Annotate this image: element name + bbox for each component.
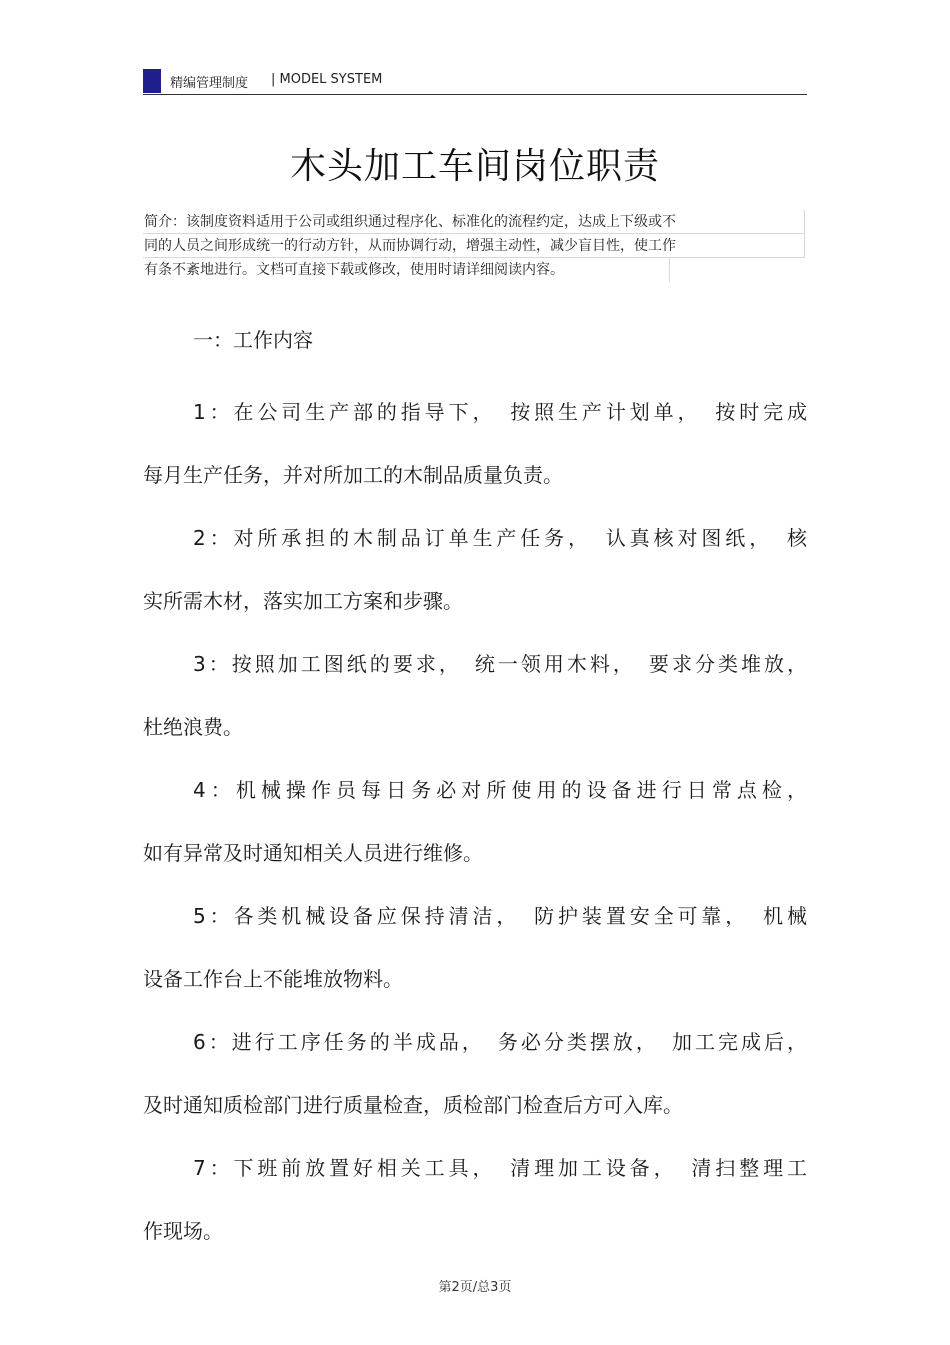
summary-box <box>143 210 807 282</box>
item-first-line: 3：按照加工图纸的要求， 统一领用木料， 要求分类堆放， <box>193 652 807 676</box>
item-continuation: 及时通知质检部门进行质量检查，质检部门检查后方可入库。 <box>143 1093 683 1117</box>
list-item <box>143 633 807 759</box>
list-item <box>143 885 807 1011</box>
summary-line: 同的人员之间形成统一的行动方针，从而协调行动，增强主动性，减少盲目性，使工作 <box>143 234 805 258</box>
item-first-line: 2：对所承担的木制品订单生产任务， 认真核对图纸， 核 <box>193 526 807 550</box>
header-subtitle: | MODEL SYSTEM <box>271 72 383 87</box>
item-first-line: 5：各类机械设备应保持清洁， 防护装置安全可靠， 机械 <box>193 904 807 928</box>
item-continuation: 作现场。 <box>143 1219 223 1243</box>
section-heading: 一：工作内容 <box>193 328 313 352</box>
list-item <box>143 381 807 507</box>
item-first-line: 6：进行工序任务的半成品， 务必分类摆放， 加工完成后， <box>193 1030 807 1054</box>
summary-line: 有条不紊地进行。文档可直接下载或修改，使用时请详细阅读内容。 <box>143 258 670 282</box>
item-continuation: 如有异常及时通知相关人员进行维修。 <box>143 841 483 865</box>
list-item <box>143 1137 807 1263</box>
page-footer: 第2页/总3页 <box>438 1280 512 1295</box>
summary-line: 简介：该制度资料适用于公司或组织通过程序化、标准化的流程约定，达成上下级或不 <box>143 210 805 234</box>
logo-icon <box>143 69 161 93</box>
item-first-line: 4：机械操作员每日务必对所使用的设备进行日常点检， <box>193 778 807 802</box>
item-continuation: 实所需木材，落实加工方案和步骤。 <box>143 589 463 613</box>
page-header <box>143 66 807 94</box>
item-first-line: 7：下班前放置好相关工具， 清理加工设备， 清扫整理工 <box>193 1156 807 1180</box>
item-continuation: 设备工作台上不能堆放物料。 <box>143 967 403 991</box>
document-body <box>143 318 807 1263</box>
item-continuation: 每月生产任务，并对所加工的木制品质量负责。 <box>143 463 563 487</box>
list-item <box>143 1011 807 1137</box>
item-first-line: 1：在公司生产部的指导下， 按照生产计划单， 按时完成 <box>193 400 807 424</box>
header-divider <box>143 94 807 95</box>
header-title: 精编管理制度 <box>170 76 249 91</box>
list-item <box>143 507 807 633</box>
list-item <box>143 759 807 885</box>
document-title: 木头加工车间岗位职责 <box>289 146 660 187</box>
item-continuation: 杜绝浪费。 <box>143 715 243 739</box>
